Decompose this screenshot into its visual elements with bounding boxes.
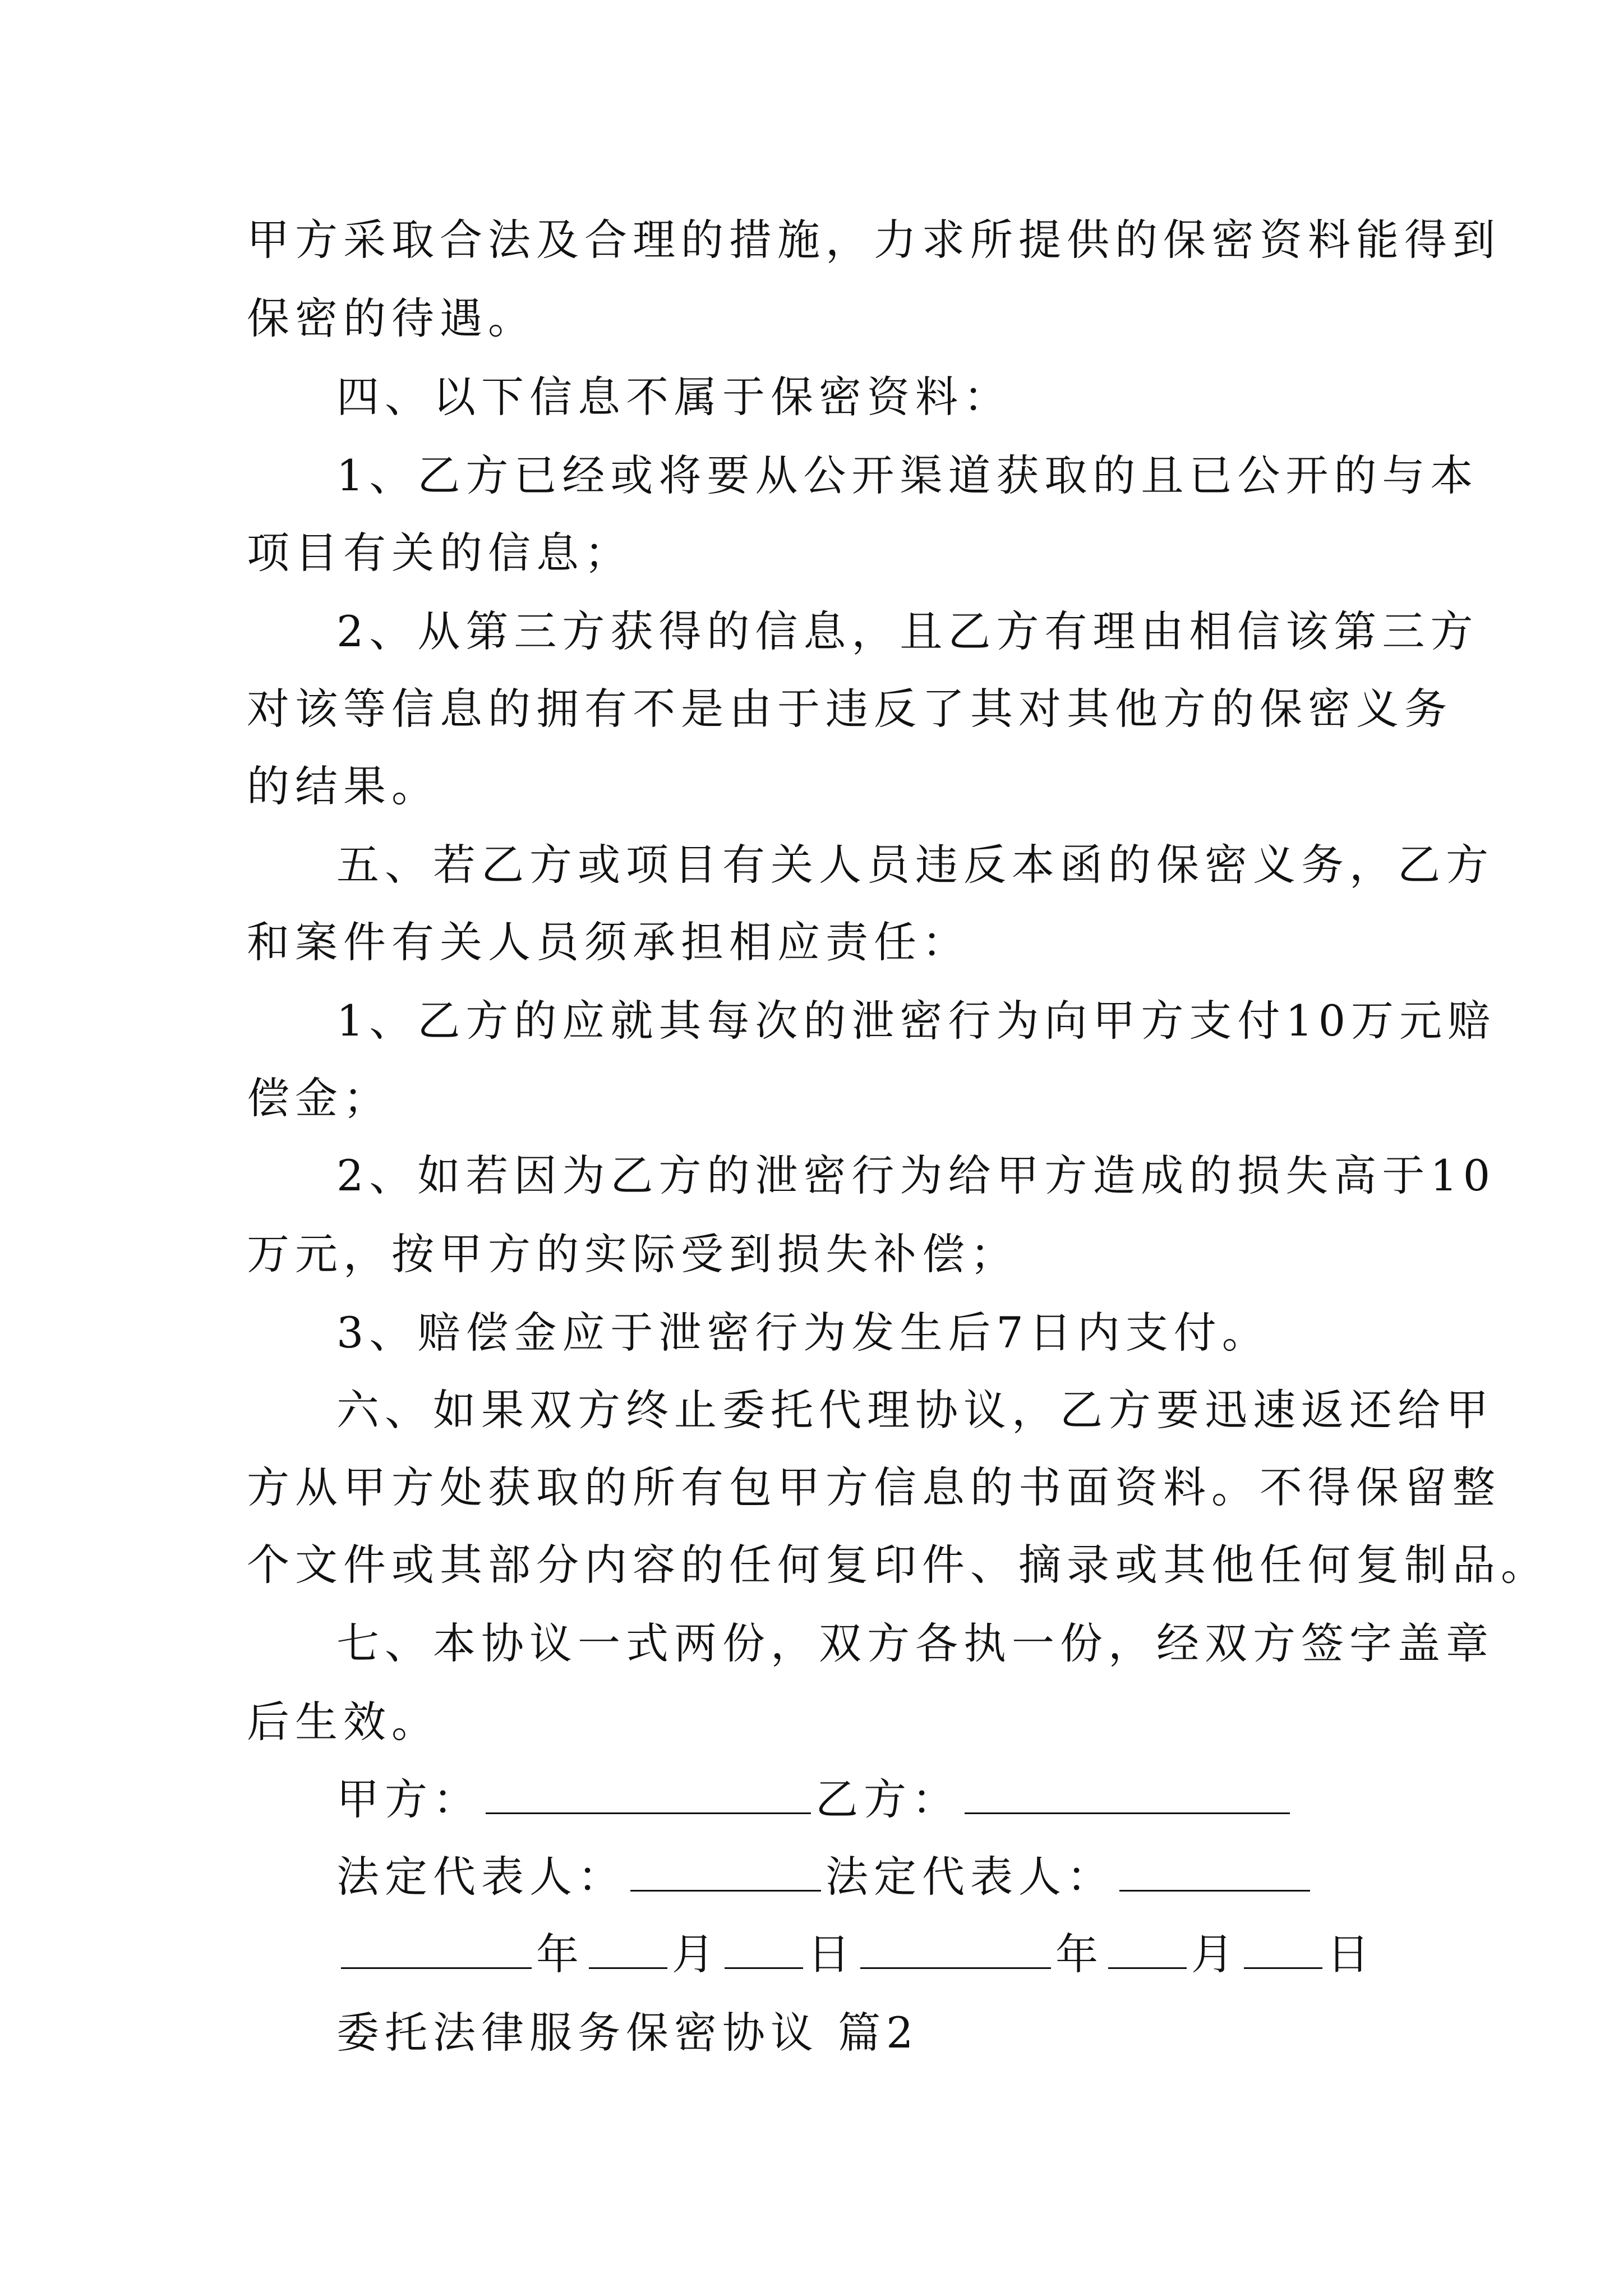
signature-row-dates xyxy=(336,1926,1375,1982)
month-label: 月 xyxy=(672,1929,720,1979)
date-a-day-blank[interactable] xyxy=(725,1967,803,1969)
body-line: 个文件或其部分内容的任何复印件、摘录或其他任何复制品。 xyxy=(247,1540,1549,1590)
rep-b-blank[interactable] xyxy=(1119,1890,1310,1892)
date-a-year-blank[interactable] xyxy=(341,1967,532,1969)
body-line: 六、如果双方终止委托代理协议，乙方要迅速返还给甲 xyxy=(336,1385,1494,1435)
body-line: 和案件有关人员须承担相应责任： xyxy=(247,917,970,967)
body-line: 甲方采取合法及合理的措施，力求所提供的保密资料能得到 xyxy=(247,215,1501,265)
body-line: 后生效。 xyxy=(247,1697,440,1747)
signature-row-parties xyxy=(336,1772,1294,1828)
date-b-year-blank[interactable] xyxy=(860,1967,1051,1969)
party-a-label: 甲方： xyxy=(336,1774,481,1824)
signature-row-representatives xyxy=(336,1849,1315,1905)
month-label: 月 xyxy=(1191,1929,1239,1979)
body-line: 万元，按甲方的实际受到损失补偿； xyxy=(247,1229,1018,1279)
party-b-blank[interactable] xyxy=(965,1812,1290,1814)
date-a-month-blank[interactable] xyxy=(589,1967,667,1969)
date-b-day-blank[interactable] xyxy=(1244,1967,1322,1969)
party-b-label: 乙方： xyxy=(815,1774,960,1824)
body-line: 2、如若因为乙方的泄密行为给甲方造成的损失高于10 xyxy=(336,1151,1496,1200)
body-line: 项目有关的信息； xyxy=(247,528,633,578)
year-label: 年 xyxy=(536,1929,584,1979)
body-line: 对该等信息的拥有不是由于违反了其对其他方的保密义务 xyxy=(247,684,1453,734)
body-line: 2、从第三方获得的信息，且乙方有理由相信该第三方 xyxy=(336,606,1479,656)
body-line: 四、以下信息不属于保密资料： xyxy=(336,372,1012,422)
day-label: 日 xyxy=(1327,1929,1375,1979)
body-line: 1、乙方已经或将要从公开渠道获取的且已公开的与本 xyxy=(336,450,1479,500)
rep-b-label: 法定代表人： xyxy=(826,1852,1115,1902)
body-line: 偿金； xyxy=(247,1073,391,1123)
section-heading: 委托法律服务保密协议 篇2 xyxy=(336,2008,919,2058)
body-line: 的结果。 xyxy=(247,761,440,811)
date-b-month-blank[interactable] xyxy=(1108,1967,1187,1969)
party-a-blank[interactable] xyxy=(486,1812,811,1814)
body-line: 方从甲方处获取的所有包甲方信息的书面资料。不得保留整 xyxy=(247,1462,1501,1512)
body-line: 保密的待遇。 xyxy=(247,293,536,343)
rep-a-label: 法定代表人： xyxy=(336,1852,626,1902)
body-line: 1、乙方的应就其每次的泄密行为向甲方支付10万元赔 xyxy=(336,996,1496,1046)
rep-a-blank[interactable] xyxy=(630,1890,821,1892)
day-label: 日 xyxy=(808,1929,856,1979)
body-line: 3、赔偿金应于泄密行为发生后7日内支付。 xyxy=(336,1308,1270,1358)
body-line: 五、若乙方或项目有关人员违反本函的保密义务，乙方 xyxy=(336,840,1494,890)
year-label: 年 xyxy=(1055,1929,1104,1979)
body-line: 七、本协议一式两份，双方各执一份，经双方签字盖章 xyxy=(336,1618,1494,1668)
